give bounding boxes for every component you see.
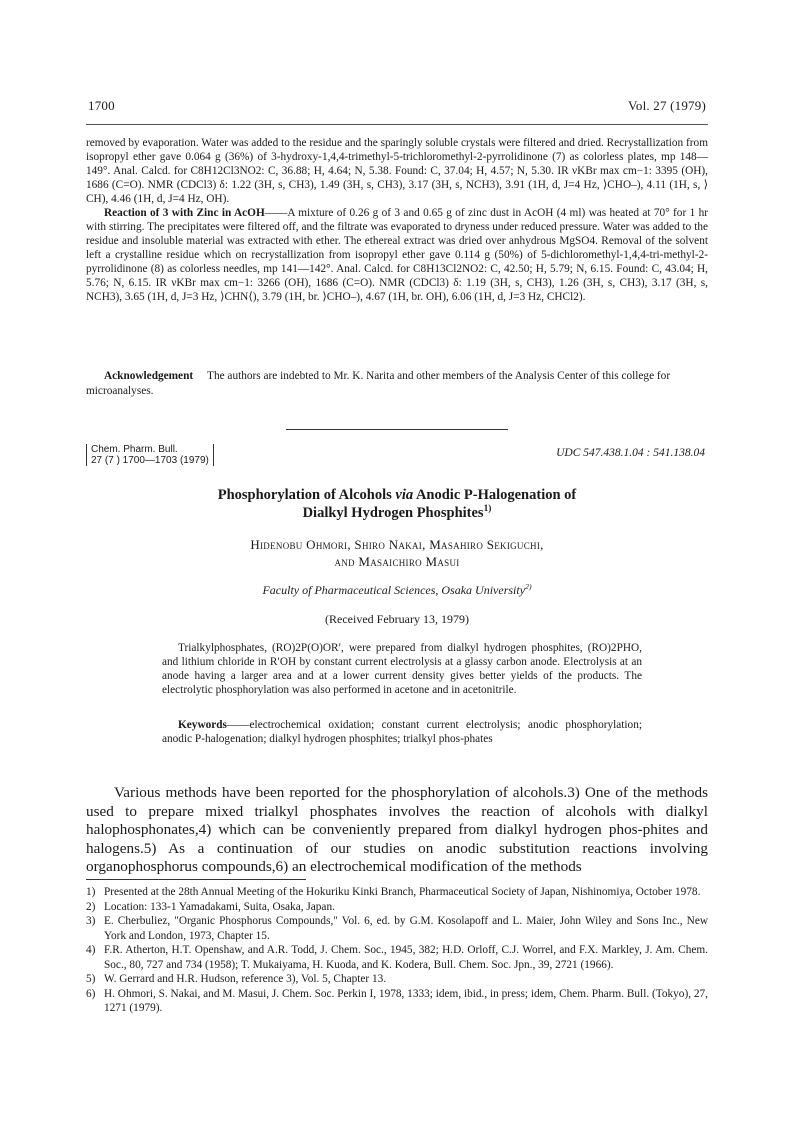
introduction <box>86 784 708 877</box>
title-footnote-ref: 1) <box>483 504 492 515</box>
udc-code: UDC 547.438.1.04 : 541.138.04 <box>556 447 705 459</box>
footnote-item <box>86 943 708 972</box>
volume-label: Vol. 27 (1979) <box>627 98 706 113</box>
footnote-text: F.R. Atherton, H.T. Openshaw, and A.R. Todd, J. Chem. Soc., 1945, 382; H.D. Orloff, C.J. Worrel, and F.X. Markley, J. Am. Chem. Soc., 80, 727 and 734 (1958); T. Mukaiyama, H. Kuoda, and K. Kodera, Bull. Chem. Soc. Jpn., 39, 2721 (1966). <box>104 944 708 971</box>
keywords-text: ——electrochemical oxidation; constant current electrolysis; anodic phosphorylation; anodic P-halogenation; dialkyl hydrogen phosphites; trialkyl phos-phates <box>162 719 642 745</box>
title-part-1: Phosphorylation of Alcohols <box>217 487 392 503</box>
footnote-text: H. Ohmori, S. Nakai, and M. Masui, J. Chem. Soc. Perkin I, 1978, 1333; idem, ibid., in press; idem, Chem. Pharm. Bull. (Tokyo), 27, 1271 (1979). <box>104 987 708 1014</box>
title-part-2: Anodic P-Halogenation of <box>415 487 577 503</box>
title-via: via <box>395 487 414 503</box>
received-date: (Received February 13, 1979) <box>325 612 469 626</box>
footnote-number: 3) <box>86 915 96 927</box>
footnote-item <box>86 914 708 943</box>
keywords <box>162 718 642 746</box>
journal-name: Chem. Pharm. Bull. <box>91 444 178 455</box>
reaction-heading: Reaction of 3 with Zinc in AcOH <box>104 207 265 219</box>
journal-issue: 27 (7 ) 1700—1703 (1979) <box>91 455 209 466</box>
footnote-text: Presented at the 28th Annual Meeting of the Hokuriku Kinki Branch, Pharmaceutical Society of Japan, Nishinomiya, October 1978. <box>104 886 701 898</box>
experimental-section <box>86 136 708 304</box>
footnote-number: 6) <box>86 987 96 1000</box>
footnote-item <box>86 900 708 915</box>
experimental-paragraph-2 <box>86 206 708 304</box>
page-header <box>88 98 706 114</box>
abstract <box>162 641 642 697</box>
footnote-item <box>86 885 708 900</box>
reaction-text: ——A mixture of 0.26 g of 3 and 0.65 g of zinc dust in AcOH (4 ml) was heated at 70° for 1 hr with stirring. The precipitates were filtered off, and the filtrate was evaporated to dryness under reduced pressure. Water was added to the residue and insoluble material was extracted with ether. The ethereal extract was dried over anhydrous MgSO4. Removal of the solvent left a crystalline residue which on recrystallization from isopropyl ether gave 0.114 g (50%) of 5-dichloromethyl-1,4,4-tri-methyl-2-pyrrolidinone (8) as colorless needles, mp 141—142°. Anal. Calcd. for C8H13Cl2NO2: C, 42.50; H, 5.79; N, 6.15. Found: C, 43.04; H, 5.76; N, 6.15. IR νKBr max cm−1: 3266 (OH), 1686 (C=O). NMR (CDCl3) δ: 1.19 (3H, s, CH3), 1.26 (3H, s, CH3), 3.17 (3H, s, NCH3), 3.65 (1H, d, J=3 Hz, ⟩CHN⟨), 3.79 (1H, br. ⟩CHO–), 4.67 (1H, br. OH), 6.06 (1H, d, J=3 Hz, CHCl2). <box>86 207 708 303</box>
affiliation-text: Faculty of Pharmaceutical Sciences, Osaka University <box>262 583 526 597</box>
authors-line-1: Hidenobu Ohmori, Shiro Nakai, Masahiro Sekiguchi, <box>250 537 544 552</box>
footnote-item <box>86 972 708 987</box>
experimental-paragraph-1: removed by evaporation. Water was added to the residue and the sparingly soluble crystals were filtered and dried. Recrystallization from isopropyl ether gave 0.064 g (36%) of 3-hydroxy-1,4,4-trimethyl-5-trichloromethyl-2-pyrrolidinone (7) as colorless plates, mp 148—149°. Anal. Calcd. for C8H12Cl3NO2: C, 36.88; H, 4.64; N, 5.38. Found: C, 37.04; H, 4.57; N, 5.30. IR νKBr max cm−1: 3395 (OH), 1686 (C=O). NMR (CDCl3) δ: 1.22 (3H, s, CH3), 1.49 (3H, s, CH3), 3.17 (3H, s, NCH3), 3.91 (1H, d, J=4 Hz, ⟩CHO–), 4.11 (1H, s, ⟩CH), 4.46 (1H, d, J=4 Hz, OH). <box>86 137 708 205</box>
footnote-number: 5) <box>86 973 96 985</box>
author-list <box>86 536 708 570</box>
affiliation-footnote-ref: 2) <box>525 582 532 591</box>
page-number: 1700 <box>88 98 115 113</box>
affiliation <box>86 583 708 598</box>
footnote-number: 1) <box>86 886 96 898</box>
journal-reference <box>86 444 214 466</box>
intro-paragraph: Various methods have been reported for the phosphorylation of alcohols.3) One of the methods used to prepare mixed trialkyl phosphates involves the reaction of alcohols with dialkyl halophosphonates,4) which can be conveniently prepared from dialkyl hydrogen phos-phites and halogens.5) As a continuation of our studies on anodic substitution reactions involving organophosphorus compounds,6) an electrochemical modification of the methods <box>86 784 708 875</box>
footnotes <box>86 885 708 1016</box>
title-line-2: Dialkyl Hydrogen Phosphites <box>302 505 484 521</box>
keywords-label: Keywords <box>178 719 227 731</box>
footnote-text: W. Gerrard and H.R. Hudson, reference 3), Vol. 5, Chapter 13. <box>104 973 387 985</box>
footnote-text: E. Cherbuliez, "Organic Phosphorus Compounds," Vol. 6, ed. by G.M. Kosolapoff and L. Maier, John Wiley and Sons Inc., New York and London, 1973, Chapter 15. <box>104 915 708 942</box>
footnote-text: Location: 133-1 Yamadakami, Suita, Osaka, Japan. <box>104 900 335 913</box>
footnote-number: 4) <box>86 944 96 956</box>
footnote-rule <box>86 879 306 880</box>
footnote-item <box>86 987 708 1016</box>
acknowledgement <box>86 369 708 399</box>
section-divider <box>286 429 508 430</box>
header-rule <box>86 124 708 125</box>
abstract-text: Trialkylphosphates, (RO)2P(O)OR′, were prepared from dialkyl hydrogen phosphites, (RO)2PHO, and lithium chloride in R′OH by constant current electrolysis at a glassy carbon anode. Electrolysis at an anode having a larger area and at a lower current density gives better yields of the products. The electrolytic phosphorylation was also performed in acetone and in acetonitrile. <box>162 642 642 696</box>
acknowledgement-text: The authors are indebted to Mr. K. Narita and other members of the Analysis Center of this college for microanalyses. <box>86 370 671 397</box>
acknowledgement-heading: Acknowledgement <box>104 370 194 382</box>
article-title <box>86 486 708 522</box>
authors-line-2: and Masaichiro Masui <box>334 554 460 569</box>
footnote-number: 2) <box>86 900 96 913</box>
